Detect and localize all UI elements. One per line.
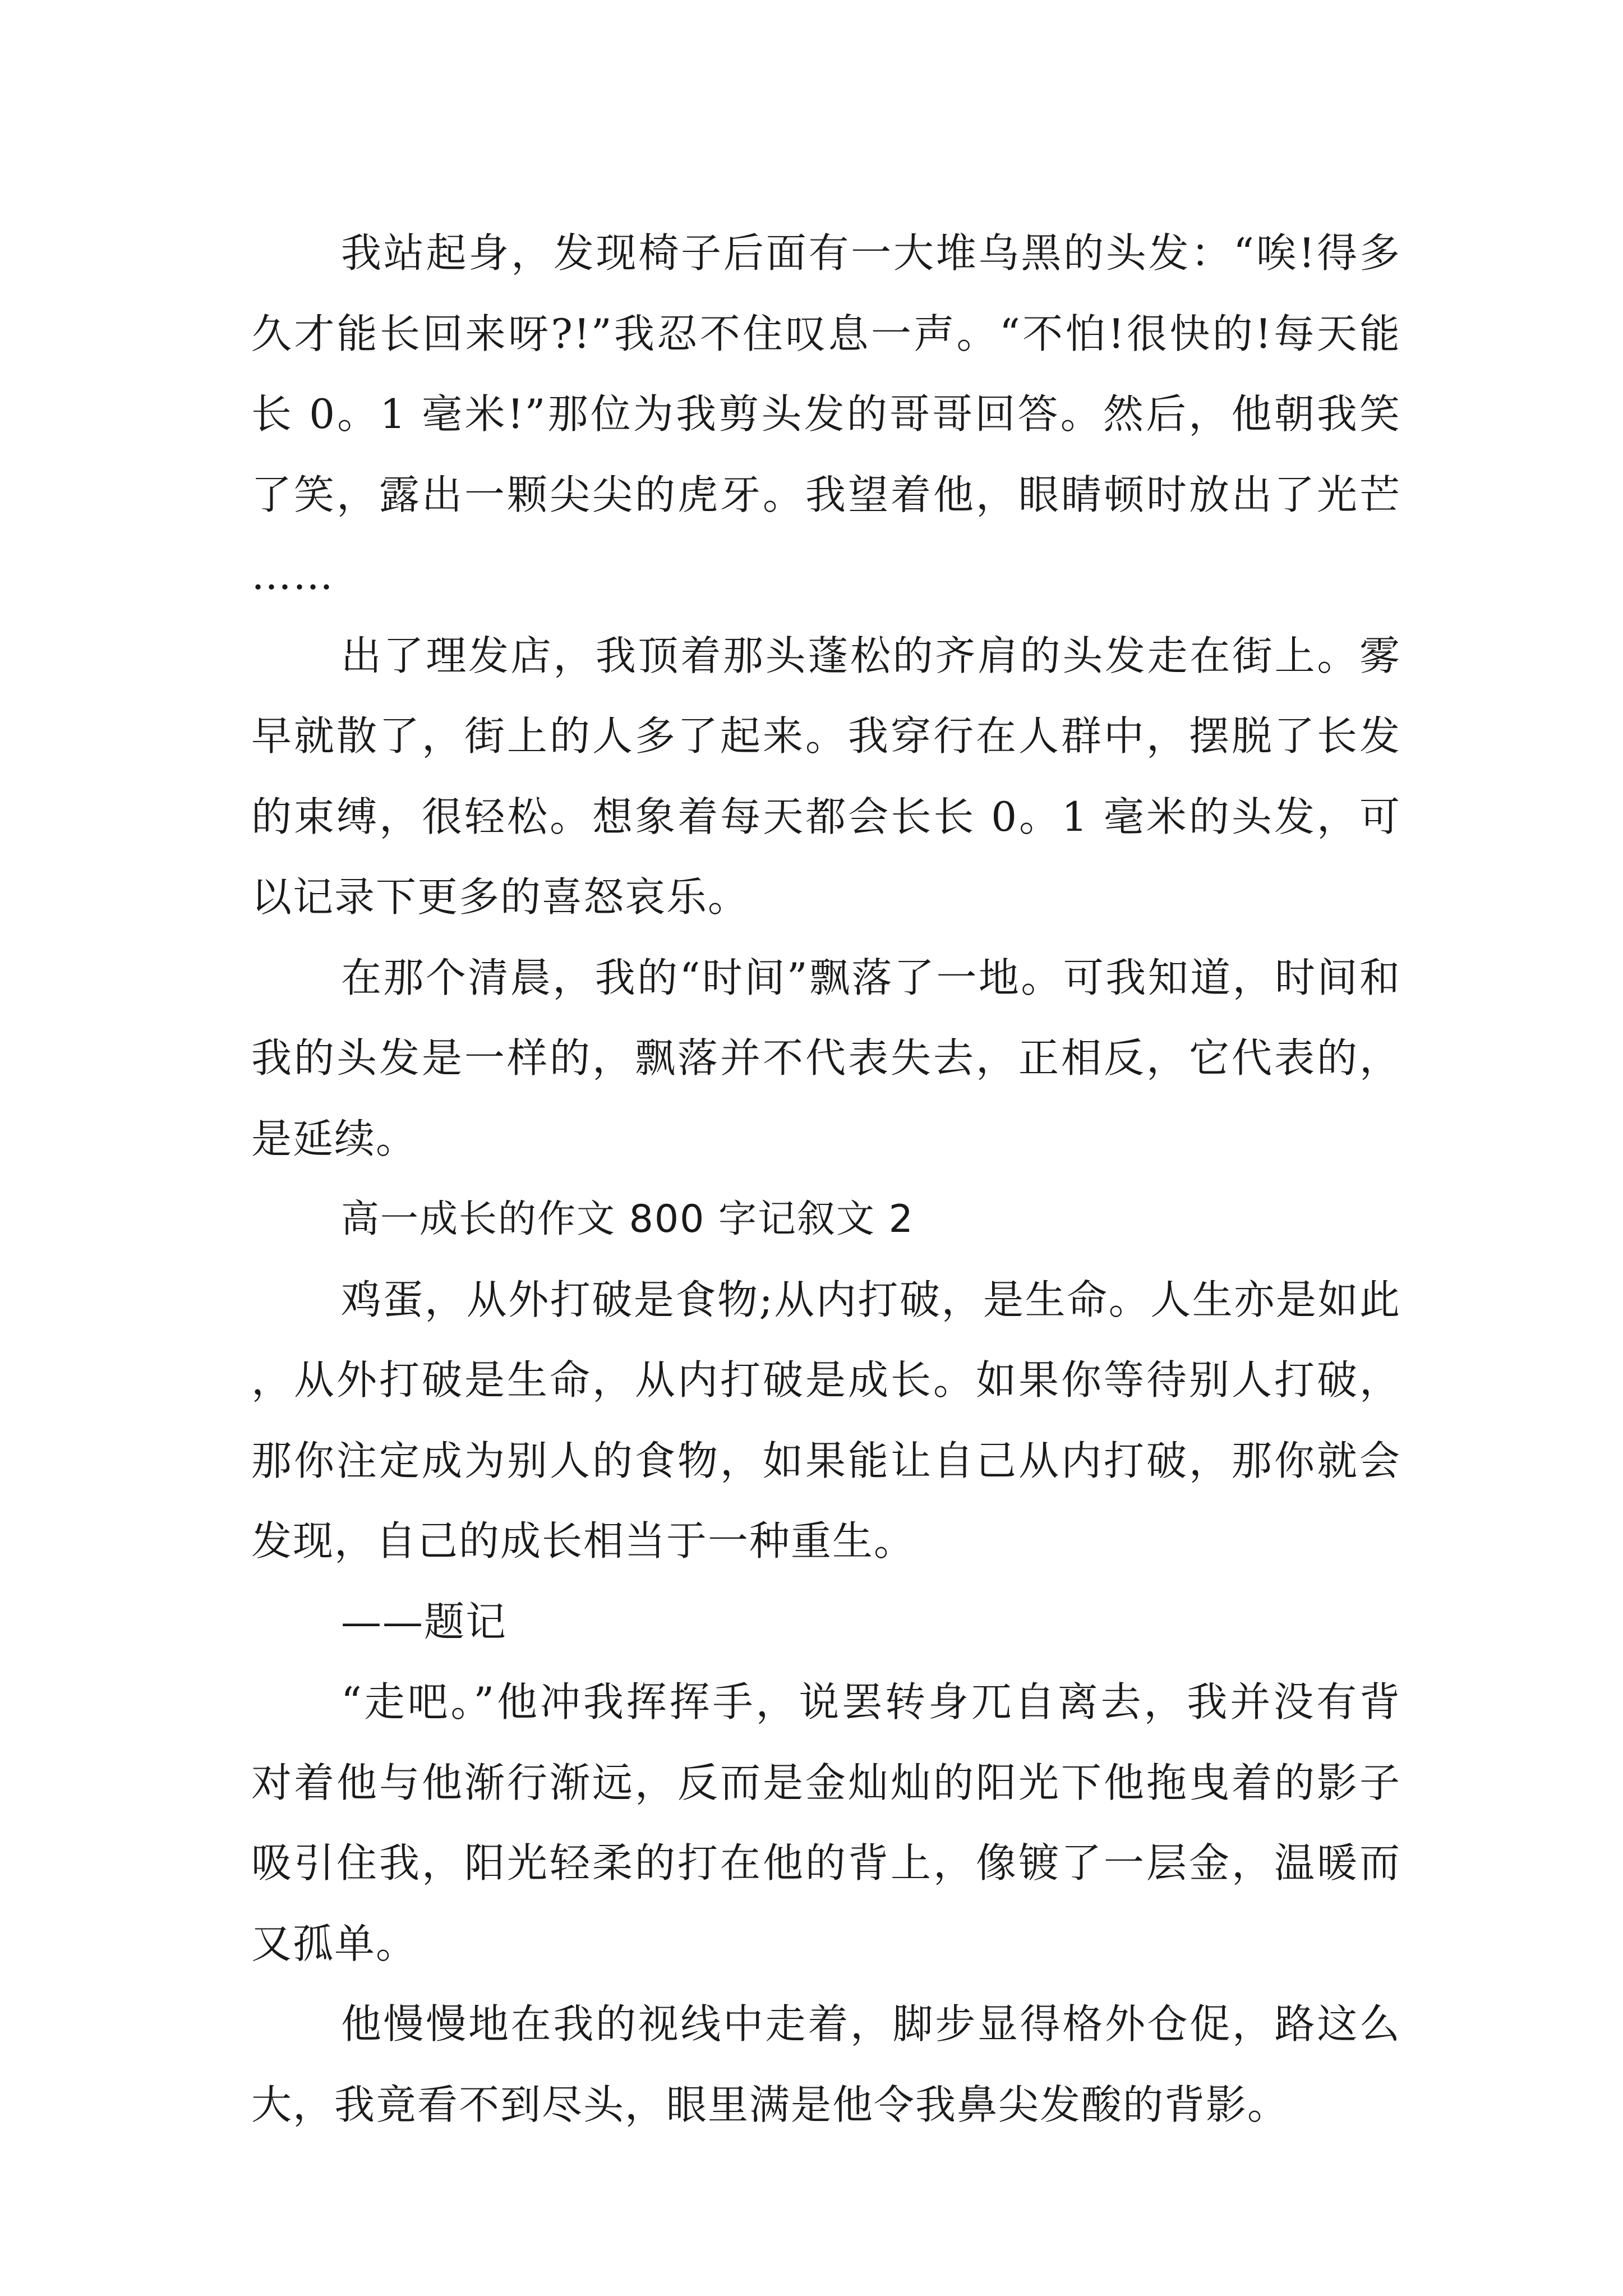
paragraph-watching-back: 他慢慢地在我的视线中走着，脚步显得格外仓促，路这么大，我竟看不到尽头，眼里满是他令我鼻尖发酸的背影。: [251, 2000, 1401, 2128]
paragraph-egg-metaphor: 鸡蛋，从外打破是食物;从内打破，是生命。人生亦是如此，从外打破是生命，从内打破是成长。如果你等待别人打破，那你注定成为别人的食物，如果能让自己从内打破，那你就会发现，自己的成长相当于一种重生。: [251, 1276, 1401, 1565]
paragraph-leaving-barber-shop: 出了理发店，我顶着那头蓬松的齐肩的头发走在街上。雾早就散了，街上的人多了起来。我穿行在人群中，摆脱了长发的束缚，很轻松。想象着每天都会长长 0。1 毫米的头发，可以记录下更多的喜怒哀乐。: [251, 632, 1401, 921]
paragraph-haircut-ending: 我站起身，发现椅子后面有一大堆乌黑的头发：“唉!得多久才能长回来呀?!”我忍不住叹息一声。“不怕!很快的!每天能长 0。1 毫米!”那位为我剪头发的哥哥回答。然后，他朝我笑了笑，露出一颗尖尖的虎牙。我望着他，眼睛顿时放出了光芒……: [251, 229, 1401, 599]
paragraph-time-falling: 在那个清晨，我的“时间”飘落了一地。可我知道，时间和我的头发是一样的，飘落并不代表失去，正相反，它代表的，是延续。: [251, 954, 1401, 1162]
paragraph-epigraph-tag: ——题记: [341, 1598, 508, 1645]
paragraph-farewell: “走吧。”他冲我挥挥手，说罢转身兀自离去，我并没有背对着他与他渐行渐远，反而是金灿灿的阳光下他拖曳着的影子吸引住我，阳光轻柔的打在他的背上，像镀了一层金，温暖而又孤单。: [251, 1678, 1401, 1967]
document-body: [251, 213, 1401, 2145]
essay-title: 高一成长的作文 800 字记叙文 2: [341, 1197, 914, 1241]
